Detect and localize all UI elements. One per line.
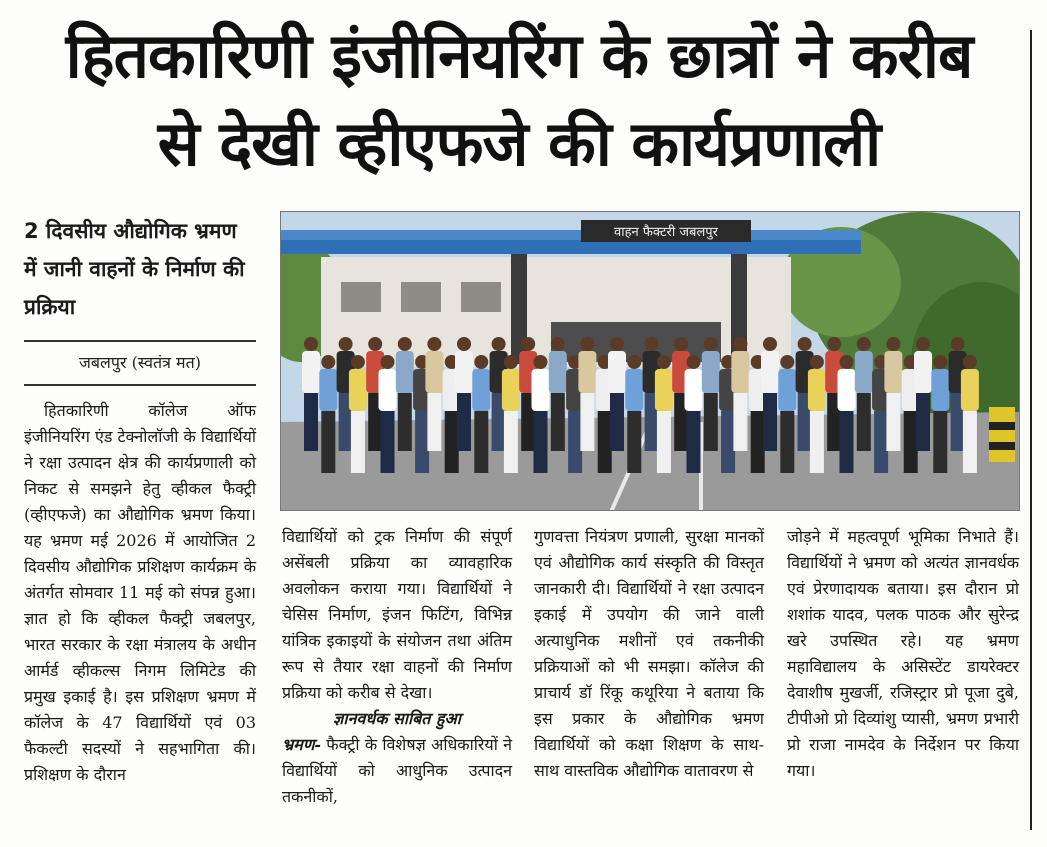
section-subheading: ज्ञानवर्धक साबित हुआ — [333, 709, 461, 728]
adjacent-article-edge — [1033, 30, 1047, 830]
body-column-3: गुणवत्ता नियंत्रण प्रणाली, सुरक्षा मानकों एवं औद्योगिक कार्य संस्कृति की विस्तृत जानकारी दी। विद्यार्थियों ने रक्षा उत्पादन इकाई में उपयोग की जाने वाली अत्याधुनिक मशीनों एवं तकनीकी प्रक्रियाओं को भी समझा। कॉलेज की प्राचार्य डॉ रिंकू कथूरिया ने बताया कि इस प्रकार के औद्योगिक भ्रमण विद्यार्थियों को कक्षा शिक्षण के साथ-साथ वास्तविक औद्योगिक वातावरण से — [534, 527, 764, 780]
section-subheading-lead: भ्रमण- — [282, 735, 322, 754]
person-figure — [884, 337, 902, 451]
person-figure — [731, 337, 749, 451]
person-figure — [808, 355, 826, 473]
body-column-2 — [282, 524, 512, 810]
person-figure — [685, 355, 703, 473]
person-figure — [502, 355, 520, 473]
body-column-2-text-b: फैक्ट्री के विशेषज्ञ अधिकारियों ने विद्यार्थियों को आधुनिक उत्पादन तकनीकों, — [282, 735, 512, 806]
person-figure — [608, 337, 626, 451]
body-column-2-text-a: विद्यार्थियों को ट्रक निर्माण की संपूर्ण असेंबली प्रक्रिया का व्यावहारिक अवलोकन कराया गया। विद्यार्थियों ने चेसिस निर्माण, इंजन फिटिंग, विभिन्न यांत्रिक इकाइयों के संयोजन तथा अंतिम रूप से तैयार रक्षा वाहनों की निर्माण प्रक्रिया को करीब से देखा। — [282, 527, 512, 702]
person-figure — [702, 337, 720, 451]
person-figure — [396, 337, 414, 451]
person-figure — [472, 355, 490, 473]
person-figure — [655, 355, 673, 473]
person-figure — [625, 355, 643, 473]
person-figure — [961, 355, 979, 473]
person-figure — [931, 355, 949, 473]
dateline: जबलपुर (स्वतंत्र मत) — [79, 353, 201, 372]
person-figure — [319, 355, 337, 473]
subhead-rule — [24, 340, 256, 342]
headline-line-1: हितकारिणी इंजीनियरिंग के छात्रों ने करीब — [65, 19, 973, 92]
headline-line-2: से देखी व्हीएफजे की कार्यप्रणाली — [157, 107, 881, 180]
person-figure — [349, 355, 367, 473]
person-figure — [838, 355, 856, 473]
person-figure — [549, 337, 567, 451]
person-figure — [455, 337, 473, 451]
body-column-1: हितकारिणी कॉलेज ऑफ इंजीनियरिंग एंड टेक्नोलॉजी के विद्यार्थियों ने रक्षा उत्पादन क्षेत्र की कार्यप्रणाली को निकट से समझने हेतु व्हीकल फैक्ट्री (व्हीएफजे) का औद्योगिक भ्रमण किया। यह भ्रमण मई 2026 में आयोजित 2 दिवसीय औद्योगिक प्रशिक्षण कार्यक्रम के अंतर्गत सोमवार 11 मई को संपन्न हुआ। ज्ञात हो कि व्हीकल फैक्ट्री जबलपुर, भारत सरकार के रक्षा मंत्रालय के अधीन आर्मर्ड व्हीकल्स निगम लिमिटेड की प्रमुख इकाई है। इस प्रशिक्षण भ्रमण में कॉलेज के 47 विद्यार्थियों एवं 03 फैकल्टी सदस्यों ने सहभागिता की। प्रशिक्षण के दौरान — [24, 401, 256, 784]
person-figure — [532, 355, 550, 473]
person-figure — [914, 337, 932, 451]
group-photo — [280, 211, 1020, 511]
person-figure — [578, 337, 596, 451]
gate-sign: वाहन फैक्टरी जबलपुर — [614, 225, 718, 240]
person-figure — [778, 355, 796, 473]
dateline-rule — [24, 384, 256, 386]
subheadline: 2 दिवसीय औद्योगिक भ्रमण में जानी वाहनों के निर्माण की प्रक्रिया — [24, 219, 245, 319]
person-figure — [855, 337, 873, 451]
body-column-4: जोड़ने में महत्वपूर्ण भूमिका निभाते हैं। विद्यार्थियों ने भ्रमण को अत्यंत ज्ञानवर्धक एवं प्रेरणादायक बताया। इस दौरान प्रो शशांक यादव, पलक पाठक और सुरेन्द्र खरे उपस्थित रहे। यह भ्रमण महाविद्यालय के असिस्टेंट डायरेक्टर देवाशीष मुखर्जी, रजिस्ट्रार प्रो पूजा दुबे, टीपीओ प्रो दिव्यांशु प्यासी, भ्रमण प्रभारी प्रो राजा नामदेव के निर्देशन पर किया गया। — [787, 527, 1019, 780]
column-divider — [1030, 30, 1032, 830]
person-figure — [425, 337, 443, 451]
person-figure — [379, 355, 397, 473]
person-figure — [302, 337, 320, 451]
person-figure — [761, 337, 779, 451]
headline — [14, 12, 1024, 188]
